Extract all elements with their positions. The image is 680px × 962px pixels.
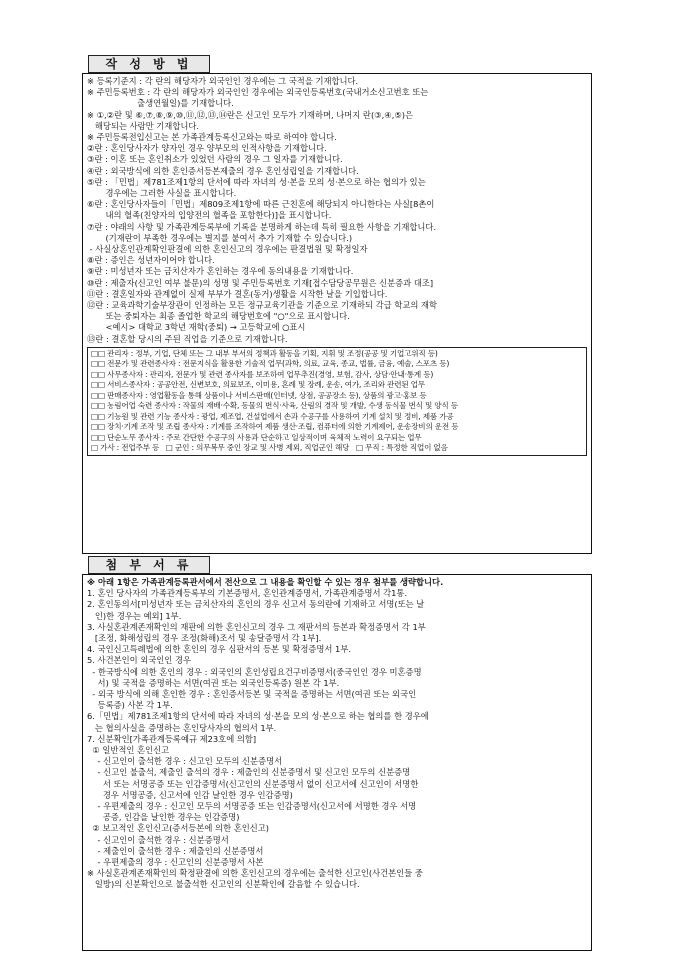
instruction-line: ⑫란 : 교육과학기술부장관이 인정하는 모든 정규교육기관을 기준으로 기재하되 각급 학교의 재학 bbox=[87, 300, 438, 311]
attachment-line: 3. 사실혼관계존재확인의 재판에 의한 혼인신고의 경우 그 재판서의 등본과 확정증명서 각 1부 bbox=[87, 621, 426, 632]
instruction-line: ⑧란 : 증인은 성년자이어야 합니다. bbox=[87, 255, 215, 266]
instruction-line: ④란 : 외국방식에 의한 혼인증서등본제출의 경우 혼인성립일을 기재합니다. bbox=[87, 165, 359, 176]
instruction-line: ⑤란 : 「민법」제781조제1항의 단서에 따라 자녀의 성·본을 모의 성·본으로 하는 협의가 있는 bbox=[87, 176, 426, 187]
instruction-line: ⑬란 : 결혼할 당시의 주된 직업을 기준으로 기재합니다. bbox=[87, 333, 288, 344]
attachment-line: 경우 서명공증, 신고서에 인감 날인한 경우 인감증명) bbox=[87, 789, 293, 800]
attachment-line: ※ 사실혼관계존재확인의 확정판결에 의한 혼인신고의 경우에는 출석한 신고인(사건본인들 중 bbox=[87, 868, 423, 879]
attachment-line: 1. 혼인 당사자의 가족관계등록부의 기본증명서, 혼인관계증명서, 가족관계증명서 각1통. bbox=[87, 588, 408, 599]
instruction-line: ⑪란 : 결혼일자와 관계없이 실제 부부가 결혼(동거)생활을 시작한 날을 기입합니다. bbox=[87, 288, 388, 299]
instruction-line: ⑨란 : 미성년자 또는 금치산자가 혼인하는 경우에 동의내용을 기재합니다. bbox=[87, 266, 354, 277]
instructions-document bbox=[82, 55, 592, 951]
instruction-line: ③란 : 이혼 또는 혼인취소가 있었던 사람의 경우 그 일자를 기재합니다. bbox=[87, 154, 343, 165]
instruction-line: ②란 : 혼인당사자가 양자인 경우 양부모의 인적사항을 기재합니다. bbox=[87, 143, 327, 154]
attachment-line: - 한국방식에 의한 혼인의 경우 : 외국인의 혼인성립요건구비증명서(중국인인 경우 미혼증명 bbox=[87, 666, 422, 677]
occupation-line: □□ 단순노무 종사자 : 주로 간단한 수공구의 사용과 단순하고 일상적이며 육체적 노력이 요구되는 업무 bbox=[91, 432, 422, 442]
instruction-line: ⑩란 : 제출자(신고인 여부 불문)의 성명 및 주민등록번호 기재[접수담당공무원은 신분증과 대조] bbox=[87, 277, 434, 288]
occupation-line: □□ 서비스종사자 : 공공안전, 신변보호, 의료보조, 이미용, 혼례 및 장례, 운송, 여가, 조리와 관련된 업무 bbox=[91, 380, 425, 390]
occupation-line: □□ 전문가 및 관련종사자 : 전문지식을 활용한 기술적 업무(과학, 의료, 교육, 종교, 법률, 금융, 예술, 스포츠 등) bbox=[91, 359, 450, 369]
instruction-line: ⑥란 : 혼인당사자들이「민법」제809조제1항에 따른 근친혼에 해당되지 아니한다는 사실[8촌이 bbox=[87, 199, 435, 210]
attachment-line: 2. 혼인동의서[미성년자 또는 금치산자의 혼인의 경우 신고서 동의란에 기재하고 서명(또는 날 bbox=[87, 599, 425, 610]
occupation-line: □ 가사 : 전업주부 등 □ 군인 : 의무복무 중인 장교 및 사병 제외, 직업군인 해당 □ 무직 : 특정한 직업이 없음 bbox=[91, 443, 448, 453]
occupation-line: □□ 판매종사자 : 영업활동을 통해 상품이나 서비스판매(인터넷, 상점, 공공장소 등), 상품의 광고·홍보 등 bbox=[91, 390, 427, 400]
attachment-line: [조정, 화해성립의 경우 조정(화해)조서 및 송달증명서 각 1부]. bbox=[87, 633, 322, 644]
attachment-line: 4. 국인신고특례법에 의한 혼인의 경우 심판서의 등본 및 확정증명서 1부. bbox=[87, 644, 351, 655]
attachment-line: 일방)의 신분확인으로 불출석한 신고인의 신분확인에 갈음할 수 있습니다. bbox=[87, 879, 360, 890]
attachment-line: 등록증) 사본 각 1부. bbox=[87, 700, 173, 711]
attachment-line: - 우편제출의 경우 : 신고인의 신분증명서 사본 bbox=[87, 857, 264, 868]
attachment-line: 6.「민법」제781조제1항의 단서에 따라 자녀의 성·본을 모의 성·본으로 하는 협의를 한 경우에 bbox=[87, 711, 429, 722]
attachment-line: 는 협의사실을 증명하는 혼인당사자의 협의서 1부. bbox=[87, 722, 277, 733]
instruction-line: ※ ①,②란 및 ⑥,⑦,⑧,⑨,⑩,⑪,⑫,⑬,⑭란은 신고인 모두가 기재하며, 나머지 란(③,④,⑤)은 bbox=[87, 109, 414, 120]
instruction-line: ※ 주민등록전입신고는 본 가족관계등록신고와는 따로 하여야 합니다. bbox=[87, 132, 337, 143]
attachment-line: - 외국 방식에 의해 혼인한 경우 : 혼인증서등본 및 국적을 증명하는 서면(여권 또는 외국인 bbox=[87, 689, 417, 700]
instruction-line: 경우에는 그러한 사실을 표시합니다. bbox=[87, 188, 237, 199]
instruction-line: ⑦란 : 야래의 사항 및 가족관계등록부에 기록을 분명하게 하는데 특히 필요한 사항을 기재합니다. bbox=[87, 221, 437, 232]
occupation-line: □□ 농림어업 숙련 종사자 : 작물의 재배·수확, 동물의 번식·사육, 산림의 경작 및 개발, 수생 동식물 번식 및 양식 등 bbox=[91, 401, 458, 411]
instruction-line: 또는 중퇴자는 최종 졸업한 학교의 해당번호에 "○"으로 표시합니다. bbox=[87, 311, 350, 322]
occupation-line: □□ 장치·기계 조작 및 조립 종사자 : 기계를 조작하여 제품 생산·조립, 컴퓨터에 의한 기계제어, 운송장비의 운전 등 bbox=[91, 422, 459, 432]
attachment-line: 5. 사건본인이 외국인인 경우 bbox=[87, 655, 191, 666]
occupation-line: □□ 기능원 및 관련 기능 종사자 : 광업, 제조업, 건설업에서 손과 수공구를 사용하여 기계 설치 및 정비, 제품 가공 bbox=[91, 411, 454, 421]
attachment-line: - 우편제출의 경우 : 신고인 모두의 서명공증 또는 인감증명서(신고서에 서명한 경우 서명 bbox=[87, 801, 417, 812]
instruction-line: 해당되는 사람만 기재합니다. bbox=[87, 120, 200, 131]
section-title-attachments: 첨 부 서 류 bbox=[88, 556, 210, 574]
instruction-line: - 사실상혼인관계확인판결에 의한 혼인신고의 경우에는 판결법원 및 확정일자 bbox=[87, 244, 368, 255]
attachment-line: ※ 아래 1항은 가족관계등록관서에서 전산으로 그 내용을 확인할 수 있는 경우 첨부를 생략합니다. bbox=[87, 577, 444, 587]
attachment-line: 공증, 인감을 날인한 경우는 인감증명) bbox=[87, 812, 240, 823]
attachment-line: - 신고인이 출석한 경우 : 신분증명서 bbox=[87, 834, 229, 845]
occupation-line: □□ 관리자 : 정부, 기업, 단체 또는 그 내부 부서의 정책과 활동을 기획, 지휘 및 조정(공공 및 기업고위직 등) bbox=[91, 348, 438, 358]
occupation-table bbox=[87, 347, 587, 456]
section-title-instructions: 작 성 방 법 bbox=[88, 55, 210, 73]
attachment-line: ① 일반적인 혼인신고 bbox=[87, 745, 170, 756]
instruction-line: 출생연월일)를 기재합니다. bbox=[87, 98, 234, 109]
attachment-line: 7. 신분확인[가족관계등록예규 제23호에 의함] bbox=[87, 733, 257, 744]
attachment-line: 서) 및 국적을 증명하는 서면(여권 또는 외국인등록증) 원본 각 1부. bbox=[87, 677, 340, 688]
attachment-line: - 제출인이 출석한 경우 : 제출인의 신분증명서 bbox=[87, 845, 264, 856]
attachment-line: - 신고인 불출석, 제출인 출석의 경우 : 제출인의 신분증명서 및 신고인 모두의 신분증명 bbox=[87, 767, 411, 778]
instruction-line: (기재란이 부족한 경우에는 별지를 붙여서 추가 기재할 수 있습니다.) bbox=[87, 232, 353, 243]
attachment-line: - 신고인이 출석한 경우 : 신고인 모두의 신분증명서 bbox=[87, 756, 283, 767]
attachment-line: ② 보고적인 혼인신고(증서등본에 의한 혼인신고) bbox=[87, 823, 270, 834]
instruction-line: 내의 혈족(친양자의 입양전의 혈족을 포함한다)]을 표시합니다. bbox=[87, 210, 332, 221]
instruction-lines bbox=[87, 76, 587, 345]
instruction-line: <예시> 대학교 3학년 재학(중퇴) → 고등학교에 ○표시 bbox=[87, 322, 306, 333]
attachment-lines bbox=[87, 577, 587, 891]
attachment-line: 서 또는 서명공증 또는 인감증명서(신고인의 신분증명서 없이 신고서에 신고인이 서명한 bbox=[87, 778, 419, 789]
attachment-line: 인)한 경우는 예외] 1부. bbox=[87, 610, 182, 621]
instructions-box bbox=[82, 73, 592, 554]
attachments-box bbox=[82, 574, 592, 951]
instruction-line: ※ 주민등록번호 : 각 란의 해당자가 외국인인 경우에는 외국인등록번호(국내거소신고번호 또는 bbox=[87, 87, 429, 98]
occupation-line: □□ 사무종사자 : 관리자, 전문가 및 관련 종사자를 보조하여 업무추진(경영, 보험, 감사, 상담·안내·통계 등) bbox=[91, 369, 434, 379]
instruction-line: ※ 등록기준지 : 각 란의 해당자가 외국인인 경우에는 그 국적을 기재합니다. bbox=[87, 76, 359, 86]
